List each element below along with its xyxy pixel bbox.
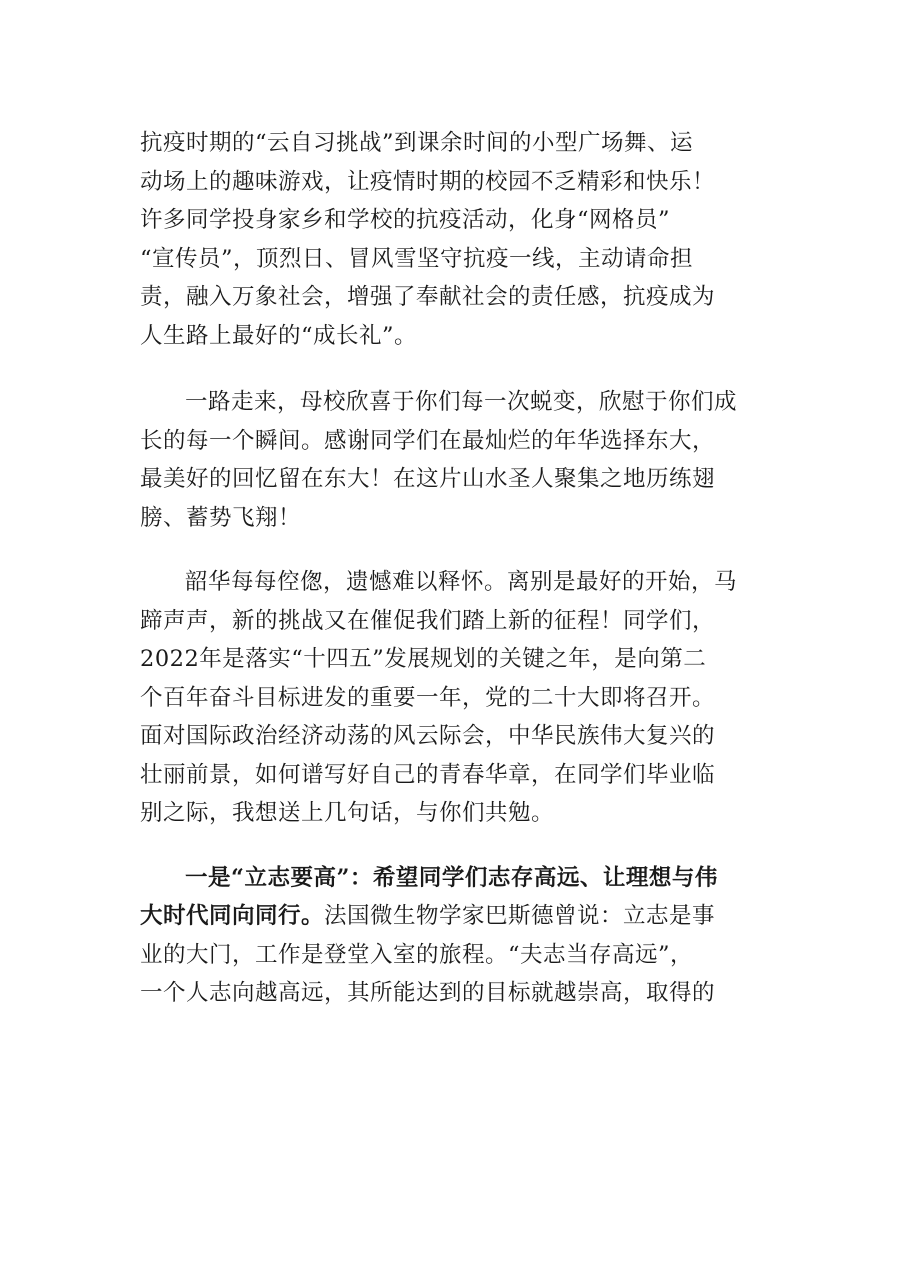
text-line: 蹄声声，新的挑战又在催促我们踏上新的征程！同学们， [140, 607, 716, 634]
text-line: 长的每一个瞬间。感谢同学们在最灿烂的年华选择东大， [140, 427, 716, 454]
text-line: 2022年是落实“十四五”发展规划的关键之年，是向第二 [140, 646, 707, 672]
text-line: 韶华每每倥偬，遗憾难以释怀。离别是最好的开始，马 [185, 569, 738, 595]
paragraph-4 [140, 859, 775, 1013]
text-line: 抗疫时期的“云自习挑战”到课余时间的小型广场舞、运 [140, 130, 694, 156]
text-line [140, 897, 775, 936]
paragraph-2 [140, 383, 775, 537]
text-line: 责，融入万象社会，增强了奉献社会的责任感，抗疫成为 [140, 284, 716, 310]
text-line: 人生路上最好的“成长礼”。 [140, 322, 418, 349]
text-line: 膀、蓄势飞翔！ [140, 504, 302, 531]
text-line: 别之际，我想送上几句话，与你们共勉。 [140, 800, 555, 826]
paragraph-1 [140, 124, 775, 355]
document-body [140, 124, 775, 1039]
text-line: 最美好的回忆留在东大！在这片山水圣人聚集之地历练翅 [140, 466, 716, 492]
paragraph-3 [140, 563, 775, 833]
text-line: 面对国际政治经济动荡的风云际会，中华民族伟大复兴的 [140, 723, 716, 749]
text-line: 业的大门，工作是登堂入室的旅程。“夫志当存高远”， [140, 941, 694, 968]
text-line: 一个人志向越高远，其所能达到的目标就越崇高，取得的 [140, 980, 716, 1006]
text-line: 个百年奋斗目标进发的重要一年，党的二十大即将召开。 [140, 684, 716, 711]
text-segment: 法国微生物学家巴斯德曾说：立志是事 [324, 903, 716, 929]
text-line: 一路走来，母校欣喜于你们每一次蜕变，欣慰于你们成 [185, 389, 738, 415]
bold-heading-tail: 大时代同向同行。 [140, 903, 325, 929]
text-line: 壮丽前景，如何谱写好自己的青春华章，在同学们毕业临 [140, 761, 716, 788]
text-line: 动场上的趣味游戏，让疫情时期的校园不乏精彩和快乐！ [140, 168, 716, 195]
text-line: “宣传员”，顶烈日、冒风雪坚守抗疫一线，主动请命担 [140, 245, 694, 272]
text-line: 许多同学投身家乡和学校的抗疫活动，化身“网格员” [140, 207, 671, 233]
bold-heading-line: 一是“立志要高”：希望同学们志存高远、让理想与伟 [185, 864, 718, 891]
